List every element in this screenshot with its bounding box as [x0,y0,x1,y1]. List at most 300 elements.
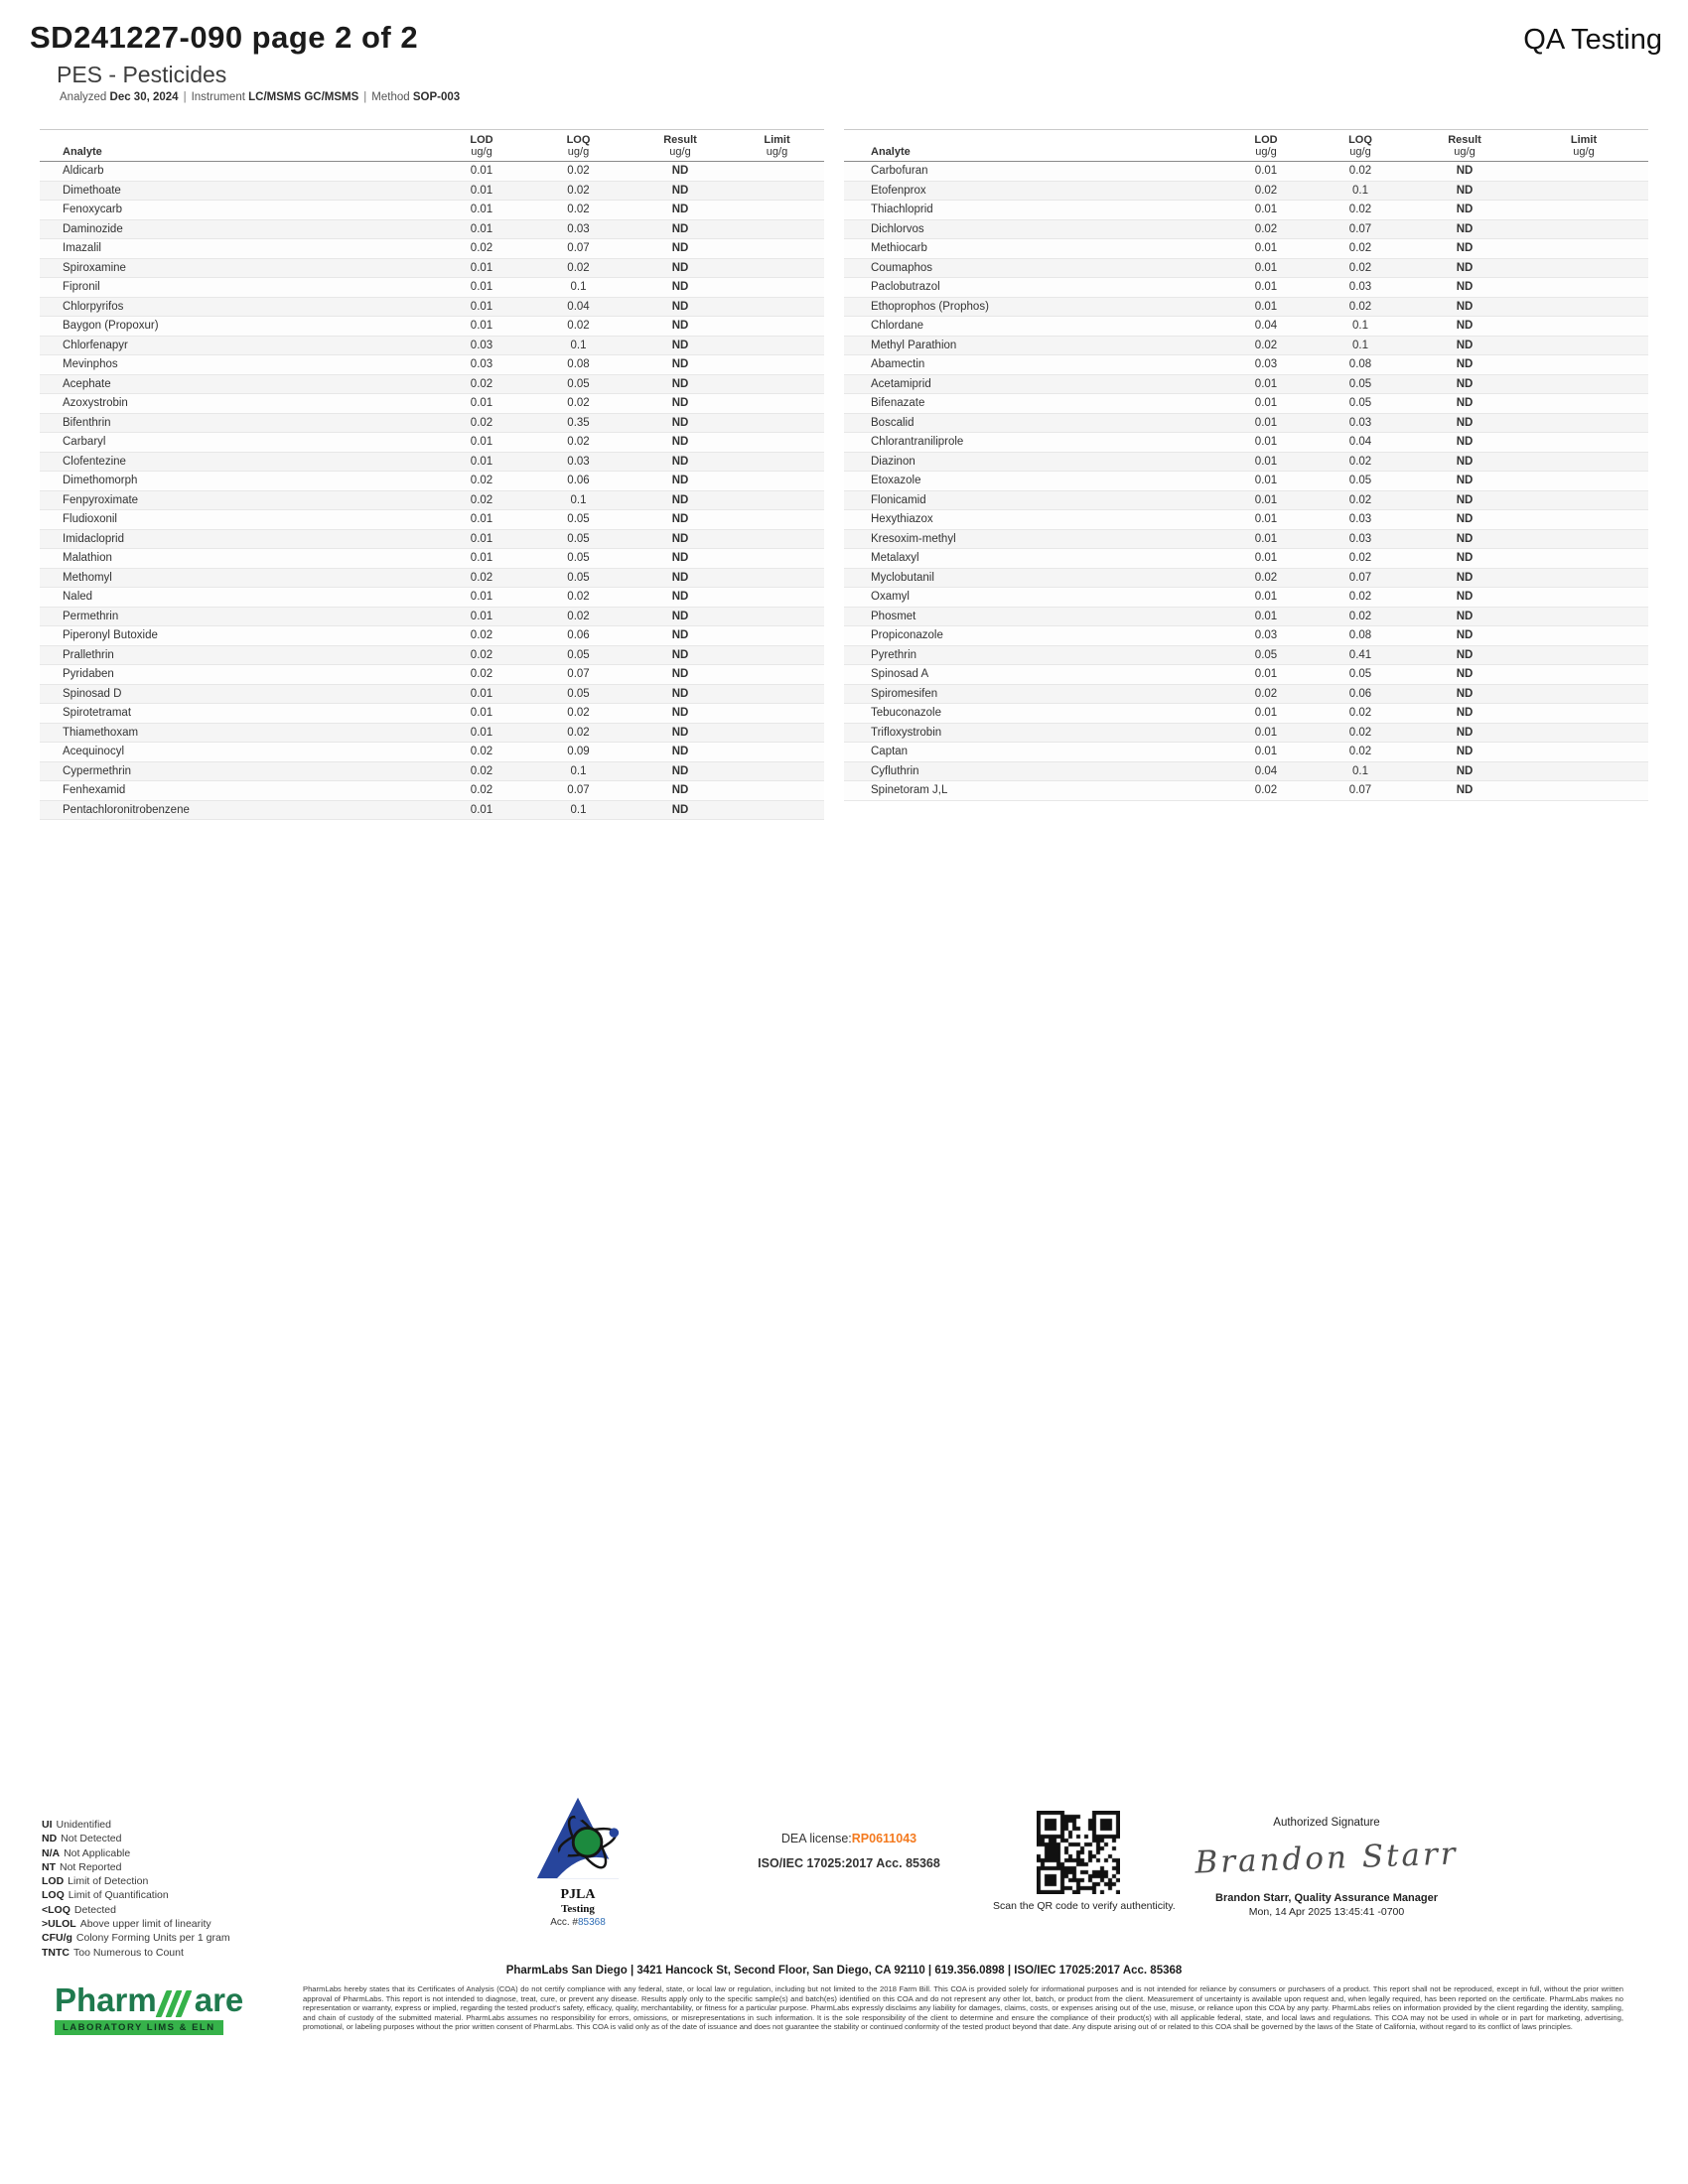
limit-value [1519,452,1648,472]
limit-value [730,317,824,337]
result-value: ND [1410,743,1519,762]
result-value: ND [631,510,730,530]
lod-value: 0.01 [437,162,526,182]
result-value: ND [1410,433,1519,453]
loq-value: 0.07 [526,239,631,259]
result-value: ND [1410,645,1519,665]
loq-value: 0.07 [1311,219,1410,239]
analyte-name: Fipronil [40,278,437,298]
table-row [40,588,824,608]
lod-value: 0.02 [437,743,526,762]
table-row [844,394,1648,414]
analyte-name: Metalaxyl [844,549,1221,569]
analyte-name: Chlorfenapyr [40,336,437,355]
table-row [40,297,824,317]
table-row [40,472,824,491]
analyte-name: Coumaphos [844,258,1221,278]
limit-value [1519,761,1648,781]
analyte-name: Azoxystrobin [40,394,437,414]
lod-value: 0.01 [1221,588,1311,608]
loq-value: 0.05 [526,374,631,394]
limit-value [730,297,824,317]
loq-value: 0.1 [526,490,631,510]
analyte-name: Acetamiprid [844,374,1221,394]
table-row [844,645,1648,665]
method-value: SOP-003 [412,91,461,103]
loq-value: 0.02 [526,201,631,220]
signature-timestamp: Mon, 14 Apr 2025 13:45:41 -0700 [1248,1906,1405,1918]
analyte-name: Spiroxamine [40,258,437,278]
loq-value: 0.02 [526,433,631,453]
limit-value [1519,394,1648,414]
limit-value [1519,665,1648,685]
lod-value: 0.01 [1221,374,1311,394]
result-value: ND [631,239,730,259]
result-value: ND [631,761,730,781]
lod-value: 0.01 [437,723,526,743]
limit-value [730,684,824,704]
limit-value [1519,645,1648,665]
limit-value [1519,510,1648,530]
table-row [844,743,1648,762]
table-row [40,626,824,646]
analyte-name: Fludioxonil [40,510,437,530]
analyte-name: Aldicarb [40,162,437,182]
table-row [40,181,824,201]
loq-value: 0.05 [526,529,631,549]
lod-value: 0.01 [437,201,526,220]
analyte-name: Abamectin [844,355,1221,375]
col-header-lod: LOD ug/g [437,130,526,162]
lab-address-line: PharmLabs San Diego | 3421 Hancock St, Second Floor, San Diego, CA 92110 | 619.356.0898 | ISO/IEC 17025:2017 Acc. 85368 [505,1965,1183,1977]
loq-value: 0.02 [526,181,631,201]
table-row [40,781,824,801]
report-type-title: QA Testing [1523,24,1662,56]
result-value: ND [1410,529,1519,549]
method-label: Method [371,91,410,103]
lod-value: 0.01 [1221,723,1311,743]
analyte-name: Diazinon [844,452,1221,472]
table-row [40,510,824,530]
loq-value: 0.1 [526,800,631,820]
legal-disclaimer: PharmLabs hereby states that its Certificates of Analysis (COA) do not certify compliance with any federal, state, or local law or regulation, including but not limited to the 2018 Farm Bill. This COA is provided solely for informational purposes and is not intended for reliance by consumers or purchasers of a product. This report shall not be reproduced, except in full, without the prior written approval of PharmLabs. This report is not intended to diagnose, treat, cure, or prevent any disease. Results apply only to the specific sample(s) and batch(es) identified on this COA and do not represent any other lot, batch, or product from the client. Measurement of uncertainty is available upon request and, when legally required, has been reported on the certificate. PharmLabs makes no representation or warranty, express or implied, regarding the tested product's safety, efficacy, quality, merchantability, or fitness for a particular purpose. PharmLabs expressly disclaims any liability for damages, claims, costs, or expenses arising out of the use, misuse, or reliance upon this COA by any party. PharmLabs relies on information provided by the client regarding the identity, sampling, and chain of custody of the submitted material. PharmLabs assumes no responsibility for errors, omissions, or misrepresentations in such information. It is the sole responsibility of the client to determine and ensure the compliance of their product(s) with all applicable federal, state, and local laws and regulations. This COA may not be used in whole or in part for marketing, advertising, promotional, or labeling purposes without the prior written consent of PharmLabs. This COA is valid only as of the date of issuance and does not guarantee the stability or continued conformity of the tested product beyond that date. Any dispute arising out of or related to this COA shall be governed by the laws of the State of California, without regard to its conflict of laws principles. [303,1984,1623,2031]
loq-value: 0.03 [526,219,631,239]
table-row [844,723,1648,743]
result-value: ND [1410,181,1519,201]
abbreviation-legend [42,1818,230,1960]
pjla-name: PJLA [560,1887,596,1902]
analyte-name: Acequinocyl [40,743,437,762]
table-row [40,394,824,414]
authorized-signature-block [1142,1817,1511,1918]
table-row [40,258,824,278]
lod-value: 0.01 [1221,510,1311,530]
limit-value [730,704,824,724]
lod-value: 0.01 [1221,665,1311,685]
result-value: ND [1410,781,1519,801]
qr-code[interactable] [1037,1811,1120,1894]
limit-value [730,723,824,743]
analyte-name: Thiachloprid [844,201,1221,220]
lod-value: 0.01 [1221,472,1311,491]
analyte-name: Spinetoram J,L [844,781,1221,801]
loq-value: 0.1 [526,761,631,781]
col-header-loq: LOQ ug/g [526,130,631,162]
limit-value [1519,219,1648,239]
certification-block [685,1832,1013,1870]
result-value: ND [631,278,730,298]
limit-value [1519,490,1648,510]
loq-value: 0.02 [526,607,631,626]
table-row [844,588,1648,608]
logo-w-slashes-icon [161,1990,191,2017]
col-header-loq: LOQ ug/g [1311,130,1410,162]
signer-name-title: Brandon Starr, Quality Assurance Manager [1215,1892,1438,1904]
loq-value: 0.02 [1311,549,1410,569]
limit-value [1519,162,1648,182]
lod-value: 0.02 [437,781,526,801]
result-value: ND [631,433,730,453]
table-row [40,529,824,549]
table-row [844,472,1648,491]
table-row [844,549,1648,569]
limit-value [1519,549,1648,569]
limit-value [730,645,824,665]
table-row [844,297,1648,317]
limit-value [730,433,824,453]
loq-value: 0.05 [1311,374,1410,394]
table-row [844,374,1648,394]
table-row [40,433,824,453]
limit-value [1519,529,1648,549]
result-value: ND [631,201,730,220]
result-value: ND [1410,239,1519,259]
analyte-name: Captan [844,743,1221,762]
analyte-name: Etoxazole [844,472,1221,491]
analyte-name: Carbofuran [844,162,1221,182]
table-row [844,510,1648,530]
loq-value: 0.1 [1311,761,1410,781]
result-value: ND [631,607,730,626]
table-row [844,181,1648,201]
analyte-name: Cypermethrin [40,761,437,781]
analyte-name: Spiromesifen [844,684,1221,704]
limit-value [730,374,824,394]
limit-value [1519,278,1648,298]
result-value: ND [1410,568,1519,588]
table-row [844,317,1648,337]
result-value: ND [631,317,730,337]
loq-value: 0.03 [1311,278,1410,298]
analyte-name: Fenoxycarb [40,201,437,220]
table-row [844,626,1648,646]
limit-value [1519,607,1648,626]
loq-value: 0.06 [1311,684,1410,704]
lod-value: 0.02 [437,761,526,781]
result-value: ND [631,529,730,549]
lod-value: 0.02 [437,626,526,646]
limit-value [730,549,824,569]
lod-value: 0.01 [437,452,526,472]
limit-value [730,239,824,259]
loq-value: 0.02 [526,317,631,337]
qr-verification [993,1811,1176,1912]
limit-value [1519,181,1648,201]
loq-value: 0.07 [526,665,631,685]
limit-value [730,743,824,762]
result-value: ND [1410,626,1519,646]
limit-value [730,800,824,820]
loq-value: 0.1 [1311,336,1410,355]
legend-item: CFU/g Colony Forming Units per 1 gram [42,1932,230,1945]
result-value: ND [631,413,730,433]
limit-value [1519,317,1648,337]
table-row [844,239,1648,259]
table-row [844,258,1648,278]
table-row [844,684,1648,704]
lod-value: 0.02 [437,374,526,394]
analyte-name: Pyridaben [40,665,437,685]
table-row [844,607,1648,626]
result-value: ND [1410,219,1519,239]
loq-value: 0.02 [1311,704,1410,724]
analyte-name: Thiamethoxam [40,723,437,743]
table-row [40,452,824,472]
analyte-name: Methyl Parathion [844,336,1221,355]
loq-value: 0.02 [1311,297,1410,317]
table-row [40,355,824,375]
lod-value: 0.05 [1221,645,1311,665]
result-value: ND [631,549,730,569]
lod-value: 0.02 [437,413,526,433]
loq-value: 0.06 [526,626,631,646]
col-header-analyte: Analyte [40,130,437,162]
loq-value: 0.05 [526,568,631,588]
legend-item: LOD Limit of Detection [42,1875,149,1888]
col-header-result: Result ug/g [1410,130,1519,162]
analyte-name: Phosmet [844,607,1221,626]
loq-value: 0.07 [526,781,631,801]
pjla-accreditation-number: Acc. #85368 [550,1917,606,1928]
analyte-name: Dimethoate [40,181,437,201]
loq-value: 0.05 [1311,394,1410,414]
analyte-name: Spinosad A [844,665,1221,685]
analyte-name: Flonicamid [844,490,1221,510]
analyte-name: Kresoxim-methyl [844,529,1221,549]
limit-value [730,665,824,685]
result-value: ND [1410,201,1519,220]
loq-value: 0.02 [526,258,631,278]
signature-script: Brandon Starr [1194,1836,1460,1881]
loq-value: 0.02 [1311,490,1410,510]
lod-value: 0.02 [437,645,526,665]
iso-accreditation-line: ISO/IEC 17025:2017 Acc. 85368 [758,1856,940,1870]
result-value: ND [1410,761,1519,781]
lod-value: 0.01 [1221,239,1311,259]
result-value: ND [631,355,730,375]
analyte-name: Oxamyl [844,588,1221,608]
lod-value: 0.04 [1221,761,1311,781]
analyte-name: Boscalid [844,413,1221,433]
analyte-name: Baygon (Propoxur) [40,317,437,337]
lod-value: 0.01 [1221,394,1311,414]
col-header-lod: LOD ug/g [1221,130,1311,162]
analyte-name: Pyrethrin [844,645,1221,665]
table-row [40,162,824,182]
result-value: ND [1410,162,1519,182]
analyte-name: Methomyl [40,568,437,588]
pjla-sub: Testing [561,1903,595,1915]
analyte-name: Propiconazole [844,626,1221,646]
limit-value [730,568,824,588]
legend-item: TNTC Too Numerous to Count [42,1946,184,1959]
analyte-name: Imidacloprid [40,529,437,549]
lod-value: 0.01 [1221,743,1311,762]
instrument-value: LC/MSMS GC/MSMS [248,91,359,103]
loq-value: 0.04 [526,297,631,317]
table-row [844,529,1648,549]
table-row [40,201,824,220]
loq-value: 0.02 [526,588,631,608]
limit-value [730,394,824,414]
limit-value [1519,336,1648,355]
legend-item: LOQ Limit of Quantification [42,1889,169,1902]
table-row [40,568,824,588]
loq-value: 0.02 [1311,607,1410,626]
result-value: ND [631,472,730,491]
table-row [844,704,1648,724]
loq-value: 0.1 [1311,317,1410,337]
result-value: ND [1410,588,1519,608]
loq-value: 0.02 [526,162,631,182]
section-title: PES - Pesticides [57,62,227,87]
limit-value [1519,626,1648,646]
limit-value [1519,258,1648,278]
result-value: ND [1410,374,1519,394]
limit-value [730,490,824,510]
result-value: ND [1410,472,1519,491]
lod-value: 0.03 [437,336,526,355]
table-row [40,607,824,626]
result-value: ND [1410,607,1519,626]
result-value: ND [1410,723,1519,743]
lod-value: 0.03 [1221,626,1311,646]
analyte-name: Naled [40,588,437,608]
limit-value [730,529,824,549]
limit-value [730,781,824,801]
limit-value [1519,704,1648,724]
logo-word-start: Pharm [55,1981,157,2018]
analyte-name: Myclobutanil [844,568,1221,588]
loq-value: 0.05 [1311,472,1410,491]
lod-value: 0.01 [437,510,526,530]
loq-value: 0.02 [1311,201,1410,220]
loq-value: 0.08 [1311,355,1410,375]
table-row [844,413,1648,433]
limit-value [730,278,824,298]
loq-value: 0.03 [1311,529,1410,549]
limit-value [730,258,824,278]
loq-value: 0.05 [1311,665,1410,685]
analyte-name: Methiocarb [844,239,1221,259]
result-value: ND [631,626,730,646]
result-value: ND [1410,665,1519,685]
analyte-name: Paclobutrazol [844,278,1221,298]
loq-value: 0.02 [1311,239,1410,259]
table-row [40,723,824,743]
result-value: ND [1410,490,1519,510]
lod-value: 0.01 [437,529,526,549]
table-row [844,278,1648,298]
analyte-name: Hexythiazox [844,510,1221,530]
lod-value: 0.01 [437,607,526,626]
loq-value: 0.02 [526,394,631,414]
lod-value: 0.02 [437,665,526,685]
loq-value: 0.08 [526,355,631,375]
limit-value [1519,374,1648,394]
qr-caption: Scan the QR code to verify authenticity. [993,1900,1176,1912]
analyte-name: Clofentezine [40,452,437,472]
result-value: ND [631,490,730,510]
loq-value: 0.07 [1311,568,1410,588]
result-value: ND [1410,336,1519,355]
result-value: ND [631,665,730,685]
limit-value [730,181,824,201]
limit-value [1519,239,1648,259]
result-value: ND [1410,549,1519,569]
lod-value: 0.01 [1221,413,1311,433]
result-value: ND [631,723,730,743]
analyte-name: Tebuconazole [844,704,1221,724]
limit-value [730,219,824,239]
table-row [844,761,1648,781]
limit-value [1519,781,1648,801]
table-row [844,219,1648,239]
result-value: ND [1410,413,1519,433]
limit-value [730,413,824,433]
lod-value: 0.01 [437,433,526,453]
limit-value [1519,588,1648,608]
table-row [40,645,824,665]
table-row [40,278,824,298]
lod-value: 0.01 [1221,607,1311,626]
table-row [844,336,1648,355]
legend-item: N/A Not Applicable [42,1846,131,1859]
result-value: ND [1410,394,1519,414]
table-row [40,549,824,569]
lod-value: 0.01 [1221,704,1311,724]
result-value: ND [631,258,730,278]
analyte-name: Trifloxystrobin [844,723,1221,743]
lod-value: 0.03 [437,355,526,375]
page-title: SD241227-090 page 2 of 2 [30,20,419,55]
loq-value: 0.02 [1311,258,1410,278]
loq-value: 0.06 [526,472,631,491]
legend-item: NT Not Reported [42,1860,122,1873]
loq-value: 0.08 [1311,626,1410,646]
analyte-name: Bifenazate [844,394,1221,414]
loq-value: 0.05 [526,510,631,530]
result-value: ND [1410,355,1519,375]
loq-value: 0.02 [1311,588,1410,608]
lod-value: 0.01 [1221,549,1311,569]
limit-value [1519,433,1648,453]
lod-value: 0.01 [437,317,526,337]
analyte-name: Spinosad D [40,684,437,704]
lod-value: 0.01 [437,704,526,724]
analyte-name: Chlorantraniliprole [844,433,1221,453]
limit-value [1519,355,1648,375]
